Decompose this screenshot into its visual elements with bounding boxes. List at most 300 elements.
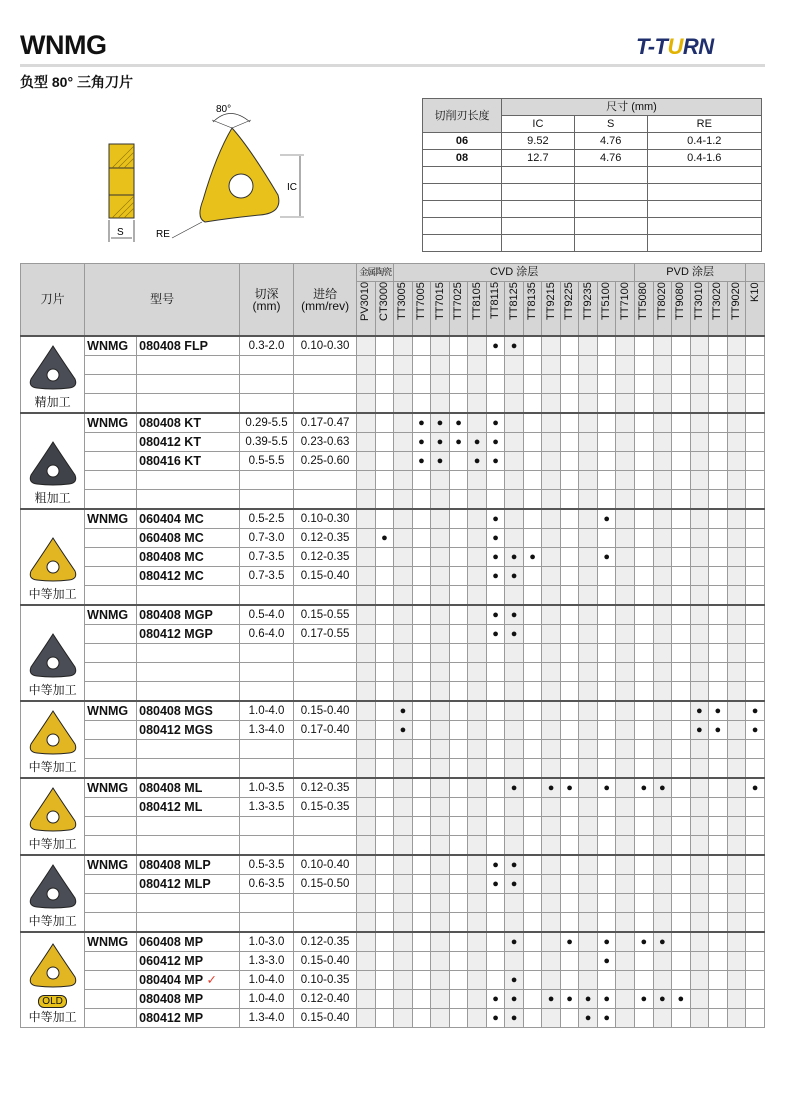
grade-cell-tt8105 — [468, 586, 487, 606]
grade-cell-tt8115 — [486, 932, 505, 952]
grade-cell-tt9020 — [727, 413, 746, 433]
grade-cell-tt7025 — [449, 394, 468, 414]
grade-cell-tt9225 — [560, 605, 579, 625]
grade-cell-pv3010 — [357, 971, 376, 990]
series-empty — [85, 548, 137, 567]
grade-cell-pv3010 — [357, 836, 376, 856]
grade-cell-tt8125 — [505, 529, 524, 548]
grade-cell-tt3010 — [690, 913, 709, 933]
grade-cell-tt3020 — [709, 971, 728, 990]
grade-cell-tt3020 — [709, 529, 728, 548]
grade-cell-k10 — [746, 913, 765, 933]
grade-cell-tt3005 — [394, 471, 413, 490]
grade-cell-tt3020 — [709, 490, 728, 510]
model-code-empty — [137, 490, 240, 510]
series-empty — [85, 529, 137, 548]
grade-cell-tt7005 — [412, 855, 431, 875]
grade-cell-tt9020 — [727, 932, 746, 952]
table-row — [21, 778, 765, 798]
availability-dot: ● — [492, 454, 499, 467]
grade-cell-tt7025 — [449, 586, 468, 606]
series-empty — [85, 375, 137, 394]
model-code-empty — [137, 356, 240, 375]
grade-cell-tt9215 — [542, 721, 561, 740]
feed-value: 0.15-0.40 — [294, 1009, 357, 1028]
grade-cell-tt5080 — [635, 952, 654, 971]
feed-value: 0.10-0.40 — [294, 855, 357, 875]
grade-cell-tt9080 — [672, 336, 691, 356]
grade-cell-tt9020 — [727, 798, 746, 817]
grade-cell-tt5100 — [597, 452, 616, 471]
grade-cell-tt7005 — [412, 778, 431, 798]
grade-cell-pv3010 — [357, 663, 376, 682]
grade-cell-tt8125 — [505, 1009, 524, 1028]
availability-dot: ● — [510, 627, 518, 640]
grade-cell-tt7005 — [412, 701, 431, 721]
grade-cell-tt7100 — [616, 413, 635, 433]
availability-dot: ● — [751, 781, 759, 794]
grade-header-tt5100 — [597, 282, 616, 337]
grade-cell-tt5080 — [635, 798, 654, 817]
depth-empty — [240, 644, 294, 663]
grade-cell-tt7015 — [431, 605, 450, 625]
availability-dot: ● — [492, 858, 499, 871]
grade-cell-tt5100 — [597, 356, 616, 375]
grade-cell-ct3000 — [375, 375, 394, 394]
insert-diagram — [100, 100, 320, 250]
grade-cell-tt8125 — [505, 798, 524, 817]
feed-value: 0.10-0.35 — [294, 971, 357, 990]
grade-cell-tt3020 — [709, 875, 728, 894]
grade-cell-tt7015 — [431, 798, 450, 817]
size-header: 尺寸 (mm) — [502, 99, 762, 116]
grade-cell-tt8020 — [653, 394, 672, 414]
grade-cell-tt5100 — [597, 548, 616, 567]
grade-cell-tt7015 — [431, 740, 450, 759]
grade-cell-tt9225 — [560, 336, 579, 356]
model-code-empty — [137, 663, 240, 682]
header-divider — [20, 64, 765, 67]
insert-icon — [25, 941, 81, 991]
grade-cell-tt9020 — [727, 452, 746, 471]
grade-cell-tt5080 — [635, 625, 654, 644]
insert-image-cell — [21, 778, 85, 855]
grade-cell-tt9020 — [727, 548, 746, 567]
depth-value: 0.5-4.0 — [240, 605, 294, 625]
grade-cell-tt7025 — [449, 913, 468, 933]
grade-cell-tt7015 — [431, 817, 450, 836]
grade-cell-tt8135 — [523, 356, 542, 375]
series-label: WNMG — [85, 701, 137, 721]
grade-cell-tt3010 — [690, 701, 709, 721]
grade-cell-tt9235 — [579, 740, 598, 759]
grade-cell-tt8115 — [486, 855, 505, 875]
grade-cell-tt8020 — [653, 605, 672, 625]
operation-label: 中等加工 — [28, 914, 77, 928]
grade-cell-tt8115 — [486, 663, 505, 682]
grade-cell-tt8020 — [653, 721, 672, 740]
grade-cell-tt8105 — [468, 567, 487, 586]
grade-cell-tt3020 — [709, 759, 728, 779]
feed-empty — [294, 913, 357, 933]
grade-cell-k10 — [746, 798, 765, 817]
table-row — [21, 1009, 765, 1028]
grade-cell-tt5080 — [635, 567, 654, 586]
grade-cell-tt9215 — [542, 740, 561, 759]
availability-dot: ● — [436, 435, 444, 448]
availability-dot: ● — [658, 935, 666, 948]
grade-cell-tt9225 — [560, 452, 579, 471]
availability-dot: ● — [492, 416, 499, 429]
grade-cell-tt3020 — [709, 817, 728, 836]
model-code-empty — [137, 894, 240, 913]
table-row — [21, 913, 765, 933]
grade-cell-tt8125 — [505, 952, 524, 971]
table-row — [21, 413, 765, 433]
grade-cell-tt8020 — [653, 433, 672, 452]
table-row — [21, 375, 765, 394]
grade-cell-tt9215 — [542, 336, 561, 356]
series-empty — [85, 394, 137, 414]
grade-cell-tt7025 — [449, 855, 468, 875]
group-cermet-header: 金属陶瓷 — [357, 264, 394, 282]
grade-cell-tt8020 — [653, 529, 672, 548]
ic-dimension-label: IC — [287, 182, 297, 193]
grade-cell-tt5080 — [635, 913, 654, 933]
grade-cell-tt7015 — [431, 548, 450, 567]
grade-cell-tt5100 — [597, 413, 616, 433]
feed-empty — [294, 394, 357, 414]
availability-dot: ● — [436, 416, 444, 429]
grade-cell-tt9020 — [727, 644, 746, 663]
grade-cell-tt7005 — [412, 971, 431, 990]
grade-cell-tt3020 — [709, 471, 728, 490]
grade-cell-ct3000 — [375, 644, 394, 663]
depth-empty — [240, 913, 294, 933]
grade-cell-tt7005 — [412, 721, 431, 740]
grade-header-tt3020 — [709, 282, 728, 337]
grade-cell-tt9225 — [560, 1009, 579, 1028]
availability-dot: ● — [658, 992, 666, 1005]
grade-cell-tt9235 — [579, 817, 598, 836]
grade-cell-ct3000 — [375, 413, 394, 433]
grade-cell-pv3010 — [357, 356, 376, 375]
dim-empty-row — [423, 218, 762, 235]
grade-label: TT8115 — [489, 282, 502, 320]
depth-value: 1.3-3.0 — [240, 952, 294, 971]
grade-cell-tt8115 — [486, 798, 505, 817]
grade-cell-tt9080 — [672, 567, 691, 586]
feed-value: 0.15-0.40 — [294, 952, 357, 971]
grade-cell-ct3000 — [375, 682, 394, 702]
grade-cell-tt8125 — [505, 932, 524, 952]
insert-image-cell — [21, 509, 85, 605]
feed-value: 0.15-0.40 — [294, 567, 357, 586]
grade-cell-tt9235 — [579, 625, 598, 644]
group-k-header — [746, 264, 765, 282]
grade-cell-tt9080 — [672, 817, 691, 836]
grade-cell-ct3000 — [375, 932, 394, 952]
grade-cell-tt9215 — [542, 1009, 561, 1028]
grade-header-tt7025 — [449, 282, 468, 337]
grade-cell-tt8125 — [505, 413, 524, 433]
grade-cell-tt8125 — [505, 682, 524, 702]
grade-cell-tt3010 — [690, 875, 709, 894]
grade-cell-tt5100 — [597, 471, 616, 490]
grade-cell-tt5100 — [597, 894, 616, 913]
grade-cell-tt3005 — [394, 375, 413, 394]
grade-cell-tt3020 — [709, 894, 728, 913]
grade-cell-tt7025 — [449, 663, 468, 682]
grade-cell-tt7100 — [616, 682, 635, 702]
grade-cell-tt7025 — [449, 605, 468, 625]
grade-cell-tt7005 — [412, 913, 431, 933]
grade-cell-tt9215 — [542, 452, 561, 471]
grade-cell-tt9020 — [727, 913, 746, 933]
grade-cell-k10 — [746, 740, 765, 759]
series-empty — [85, 875, 137, 894]
feed-value: 0.15-0.50 — [294, 875, 357, 894]
grade-cell-tt7015 — [431, 971, 450, 990]
grade-cell-tt8125 — [505, 471, 524, 490]
depth-empty — [240, 682, 294, 702]
grade-cell-k10 — [746, 644, 765, 663]
model-code-empty — [137, 682, 240, 702]
grade-cell-tt3020 — [709, 836, 728, 856]
grade-cell-tt5080 — [635, 701, 654, 721]
grade-cell-tt3010 — [690, 605, 709, 625]
insert-image-cell — [21, 336, 85, 413]
grade-cell-tt9225 — [560, 894, 579, 913]
grade-cell-tt9215 — [542, 356, 561, 375]
grade-cell-ct3000 — [375, 990, 394, 1009]
grade-cell-tt8105 — [468, 682, 487, 702]
table-row — [21, 625, 765, 644]
grade-cell-tt9235 — [579, 798, 598, 817]
grade-header-tt7015 — [431, 282, 450, 337]
table-row — [21, 663, 765, 682]
grade-cell-tt7005 — [412, 894, 431, 913]
grade-cell-tt7100 — [616, 586, 635, 606]
grade-cell-tt9080 — [672, 855, 691, 875]
grade-cell-tt8115 — [486, 336, 505, 356]
grade-cell-tt5080 — [635, 778, 654, 798]
grade-cell-tt9080 — [672, 740, 691, 759]
grade-cell-tt7100 — [616, 605, 635, 625]
grade-cell-tt9020 — [727, 586, 746, 606]
grade-cell-tt8135 — [523, 490, 542, 510]
grade-cell-ct3000 — [375, 490, 394, 510]
depth-value: 1.0-4.0 — [240, 990, 294, 1009]
grade-cell-tt9080 — [672, 894, 691, 913]
grade-cell-tt8135 — [523, 740, 542, 759]
depth-value: 0.5-2.5 — [240, 509, 294, 529]
grade-cell-tt3020 — [709, 356, 728, 375]
grade-cell-tt8125 — [505, 855, 524, 875]
model-code: 080412 MGS — [137, 721, 240, 740]
grade-cell-tt8020 — [653, 759, 672, 779]
grade-cell-tt8135 — [523, 971, 542, 990]
grade-label: TT9215 — [544, 282, 557, 320]
grade-cell-tt7015 — [431, 413, 450, 433]
dim-empty-row — [423, 184, 762, 201]
grade-cell-tt3010 — [690, 721, 709, 740]
grade-cell-tt8105 — [468, 413, 487, 433]
grade-cell-pv3010 — [357, 452, 376, 471]
grade-cell-tt9215 — [542, 798, 561, 817]
grade-cell-tt3020 — [709, 798, 728, 817]
grade-cell-pv3010 — [357, 721, 376, 740]
grade-cell-tt8125 — [505, 548, 524, 567]
grade-cell-tt9225 — [560, 913, 579, 933]
grade-cell-tt7100 — [616, 375, 635, 394]
grade-cell-tt7025 — [449, 875, 468, 894]
grade-table — [20, 263, 765, 1028]
grade-cell-tt9225 — [560, 778, 579, 798]
grade-cell-tt8135 — [523, 778, 542, 798]
grade-cell-tt8020 — [653, 586, 672, 606]
grade-cell-tt8020 — [653, 644, 672, 663]
grade-cell-tt5100 — [597, 394, 616, 414]
grade-cell-tt5100 — [597, 932, 616, 952]
grade-cell-tt8135 — [523, 471, 542, 490]
grade-cell-tt7005 — [412, 644, 431, 663]
grade-cell-tt3005 — [394, 798, 413, 817]
grade-cell-tt7005 — [412, 1009, 431, 1028]
grade-cell-tt8125 — [505, 567, 524, 586]
grade-cell-tt9080 — [672, 644, 691, 663]
grade-cell-tt9235 — [579, 356, 598, 375]
dim-s: 4.76 — [574, 150, 647, 167]
insert-icon — [25, 343, 81, 393]
grade-cell-ct3000 — [375, 567, 394, 586]
table-row — [21, 971, 765, 990]
grade-cell-tt3005 — [394, 971, 413, 990]
grade-cell-tt5100 — [597, 778, 616, 798]
availability-dot: ● — [584, 1011, 592, 1024]
grade-cell-tt7100 — [616, 855, 635, 875]
grade-cell-k10 — [746, 394, 765, 414]
grade-label: TT8135 — [526, 282, 539, 320]
grade-cell-tt5080 — [635, 529, 654, 548]
grade-cell-tt3005 — [394, 1009, 413, 1028]
col-feed-header — [294, 264, 357, 337]
availability-dot: ● — [381, 531, 388, 544]
availability-dot: ● — [640, 781, 648, 794]
grade-cell-tt7100 — [616, 1009, 635, 1028]
grade-cell-ct3000 — [375, 894, 394, 913]
grade-cell-tt3005 — [394, 932, 413, 952]
grade-cell-k10 — [746, 413, 765, 433]
feed-empty — [294, 894, 357, 913]
table-header-row — [21, 264, 765, 282]
grade-cell-tt8105 — [468, 913, 487, 933]
availability-dot: ● — [566, 781, 573, 794]
table-row — [21, 952, 765, 971]
grade-cell-tt8105 — [468, 625, 487, 644]
brand-logo: T-TURN — [636, 34, 714, 59]
grade-cell-tt7025 — [449, 471, 468, 490]
table-row — [21, 548, 765, 567]
grade-cell-tt7100 — [616, 913, 635, 933]
grade-cell-tt7100 — [616, 721, 635, 740]
grade-cell-tt5080 — [635, 605, 654, 625]
grade-cell-tt9225 — [560, 836, 579, 856]
model-code: 080412 ML — [137, 798, 240, 817]
grade-cell-tt8135 — [523, 644, 542, 663]
grade-cell-pv3010 — [357, 529, 376, 548]
model-code: 080408 MGP — [137, 605, 240, 625]
availability-dot: ● — [603, 954, 610, 967]
grade-cell-tt8115 — [486, 452, 505, 471]
depth-value: 0.6-4.0 — [240, 625, 294, 644]
grade-cell-k10 — [746, 625, 765, 644]
feed-value: 0.10-0.30 — [294, 509, 357, 529]
grade-cell-tt7100 — [616, 875, 635, 894]
grade-cell-tt3005 — [394, 778, 413, 798]
grade-cell-k10 — [746, 875, 765, 894]
grade-cell-tt8020 — [653, 971, 672, 990]
grade-cell-tt3005 — [394, 490, 413, 510]
grade-cell-tt9235 — [579, 701, 598, 721]
grade-cell-tt8105 — [468, 701, 487, 721]
grade-cell-tt8125 — [505, 913, 524, 933]
availability-dot: ● — [399, 723, 407, 736]
depth-value: 0.29-5.5 — [240, 413, 294, 433]
grade-cell-tt9080 — [672, 586, 691, 606]
grade-cell-ct3000 — [375, 529, 394, 548]
grade-cell-ct3000 — [375, 548, 394, 567]
grade-cell-tt7005 — [412, 433, 431, 452]
grade-cell-tt3010 — [690, 529, 709, 548]
insert-icon — [25, 535, 81, 585]
depth-value: 0.3-2.0 — [240, 336, 294, 356]
grade-cell-tt5080 — [635, 452, 654, 471]
model-code: 080408 MLP — [137, 855, 240, 875]
grade-cell-tt8135 — [523, 913, 542, 933]
grade-cell-tt8105 — [468, 356, 487, 375]
model-code: 080416 KT — [137, 452, 240, 471]
availability-dot: ● — [418, 454, 425, 467]
grade-cell-tt3010 — [690, 413, 709, 433]
grade-cell-tt7025 — [449, 644, 468, 663]
grade-cell-tt9235 — [579, 875, 598, 894]
grade-cell-tt3005 — [394, 913, 413, 933]
model-code-empty — [137, 394, 240, 414]
grade-cell-tt8135 — [523, 875, 542, 894]
availability-dot: ● — [751, 723, 759, 736]
table-row — [21, 586, 765, 606]
grade-cell-tt8020 — [653, 836, 672, 856]
grade-cell-tt5080 — [635, 644, 654, 663]
insert-icon — [25, 862, 81, 912]
grade-cell-tt3020 — [709, 701, 728, 721]
grade-cell-tt8125 — [505, 375, 524, 394]
depth-empty — [240, 817, 294, 836]
grade-cell-tt9020 — [727, 356, 746, 375]
grade-cell-tt9020 — [727, 721, 746, 740]
grade-cell-pv3010 — [357, 817, 376, 836]
grade-cell-tt8105 — [468, 990, 487, 1009]
grade-cell-tt9225 — [560, 952, 579, 971]
grade-cell-tt7025 — [449, 452, 468, 471]
grade-cell-tt7100 — [616, 644, 635, 663]
grade-cell-ct3000 — [375, 971, 394, 990]
grade-cell-k10 — [746, 855, 765, 875]
grade-cell-tt9020 — [727, 759, 746, 779]
grade-label: TT3020 — [711, 282, 724, 320]
grade-cell-pv3010 — [357, 433, 376, 452]
